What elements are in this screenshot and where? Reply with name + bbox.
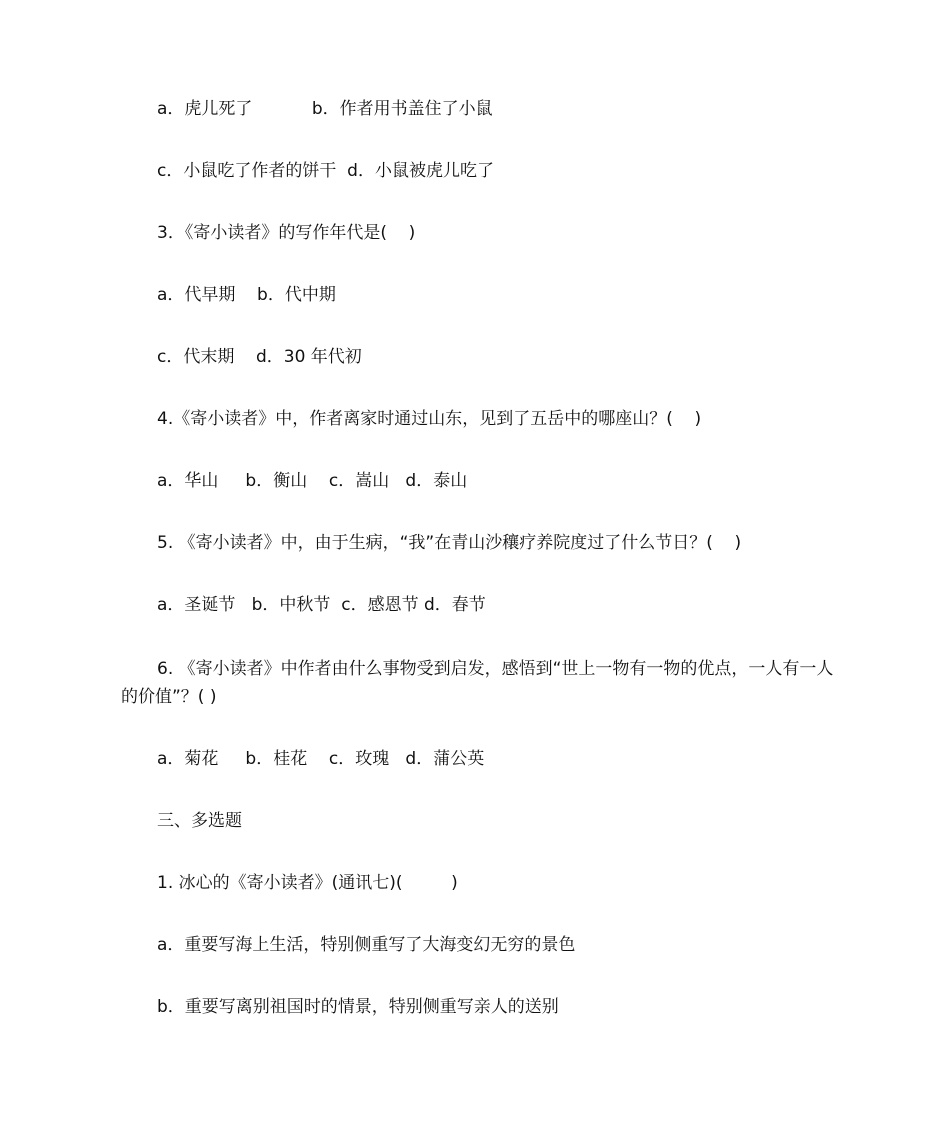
section-heading-multiple-choice: 三、多选题 xyxy=(157,811,242,831)
q6-options: a．菊花 b．桂花 c．玫瑰 d．蒲公英 xyxy=(157,749,485,769)
q3-options-cd: c．代末期 d．30 年代初 xyxy=(157,347,362,367)
q3-options-ab: a．代早期 b．代中期 xyxy=(157,285,336,305)
q6-question: 6. 《寄小读者》中作者由什么事物受到启发，感悟到“世上一物有一物的优点，一人有一人的价值”？( ) xyxy=(121,659,834,707)
q5-options: a．圣诞节 b．中秋节 c．感恩节 d．春节 xyxy=(157,595,486,615)
q5-question: 5. 《寄小读者》中，由于生病，“我”在青山沙穰疗养院度过了什么节日？( ) xyxy=(157,533,742,553)
q2-options-cd: c．小鼠吃了作者的饼干 d．小鼠被虎儿吃了 xyxy=(157,161,494,181)
mc-q1-question: 1. 冰心的《寄小读者》(通讯七)( ) xyxy=(157,873,458,893)
q2-options-ab: a．虎儿死了 b．作者用书盖住了小鼠 xyxy=(157,99,493,119)
q4-options: a．华山 b．衡山 c．嵩山 d．泰山 xyxy=(157,471,468,491)
q3-question: 3．《寄小读者》的写作年代是( ) xyxy=(157,223,416,243)
mc-q1-option-b: b．重要写离别祖国时的情景，特别侧重写亲人的送别 xyxy=(157,997,559,1017)
mc-q1-option-a: a．重要写海上生活，特别侧重写了大海变幻无穷的景色 xyxy=(157,935,576,955)
q4-question: 4.《寄小读者》中，作者离家时通过山东，见到了五岳中的哪座山？( ) xyxy=(157,409,702,429)
